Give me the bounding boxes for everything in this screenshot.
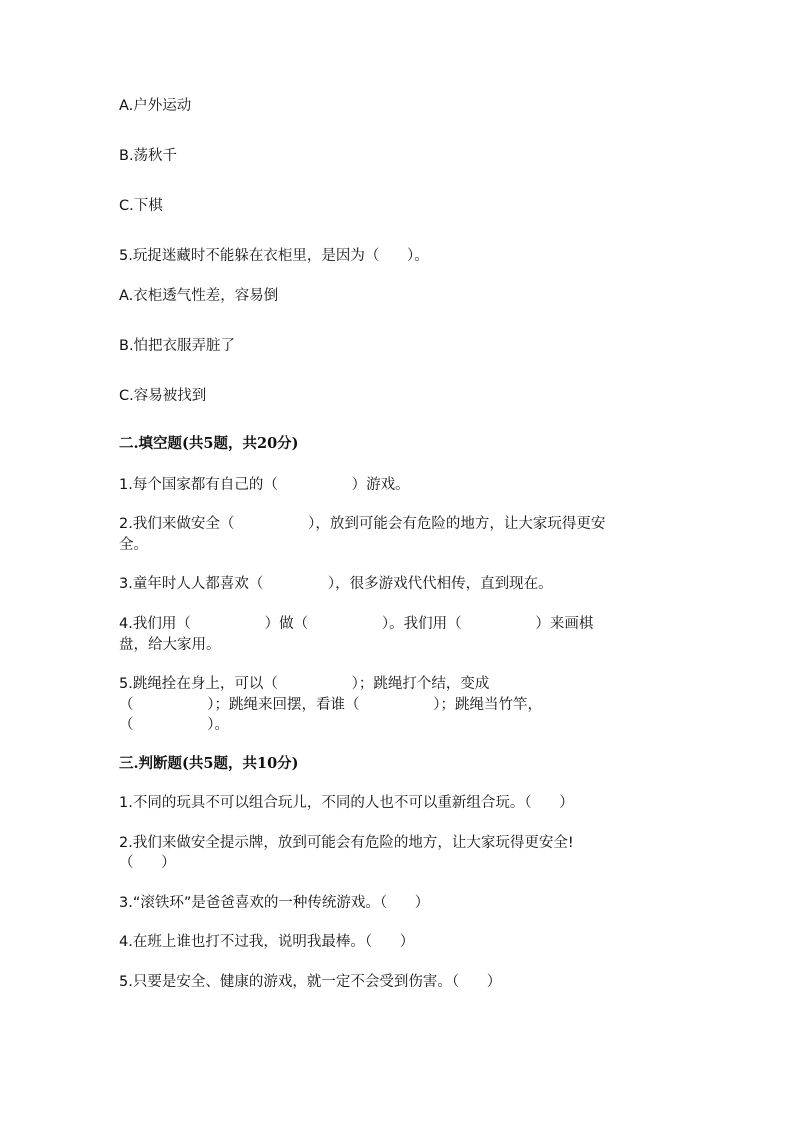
s3-q1: 1.不同的玩具不可以组合玩儿，不同的人也不可以重新组合玩。（ ） xyxy=(119,795,574,811)
s2-q2-line2: 全。 xyxy=(119,537,148,553)
s2-q4-line1: 4.我们用（ ）做（ ）。我们用（ ）来画棋 xyxy=(119,616,594,632)
q5-option-c: C.容易被找到 xyxy=(119,388,207,404)
s2-q5-line3: （ ）。 xyxy=(119,717,229,733)
s2-q4-line2: 盘，给大家用。 xyxy=(119,637,221,653)
q4-option-b: B.荡秋千 xyxy=(119,148,178,164)
section3-heading: 三.判断题(共5题，共10分) xyxy=(119,755,299,772)
s2-q1: 1.每个国家都有自己的（ ）游戏。 xyxy=(119,477,410,493)
section2-heading: 二.填空题(共5题，共20分) xyxy=(119,435,299,452)
s3-q4: 4.在班上谁也打不过我，说明我最棒。（ ） xyxy=(119,934,415,950)
q5-stem: 5.玩捉迷藏时不能躲在衣柜里，是因为（ ）。 xyxy=(119,248,429,264)
q5-option-a: A.衣柜透气性差，容易倒 xyxy=(119,288,279,304)
s2-q3: 3.童年时人人都喜欢（ ），很多游戏代代相传，直到现在。 xyxy=(119,576,553,592)
s3-q2-line2: （ ） xyxy=(119,855,176,871)
q4-option-c: C.下棋 xyxy=(119,198,163,214)
s2-q5-line1: 5.跳绳拴在身上，可以（ ）；跳绳打个结，变成 xyxy=(119,676,490,692)
s2-q5-line2: （ ）；跳绳来回摆，看谁（ ）；跳绳当竹竿， xyxy=(119,697,542,713)
s3-q2-line1: 2.我们来做安全提示牌，放到可能会有危险的地方，让大家玩得更安全! xyxy=(119,835,574,851)
s3-q5: 5.只要是安全、健康的游戏，就一定不会受到伤害。（ ） xyxy=(119,974,502,990)
q4-option-a: A.户外运动 xyxy=(119,98,192,114)
s3-q3: 3.“滚铁环”是爸爸喜欢的一种传统游戏。（ ） xyxy=(119,895,430,911)
s2-q2-line1: 2.我们来做安全（ ），放到可能会有危险的地方，让大家玩得更安 xyxy=(119,516,606,532)
q5-option-b: B.怕把衣服弄脏了 xyxy=(119,338,236,354)
